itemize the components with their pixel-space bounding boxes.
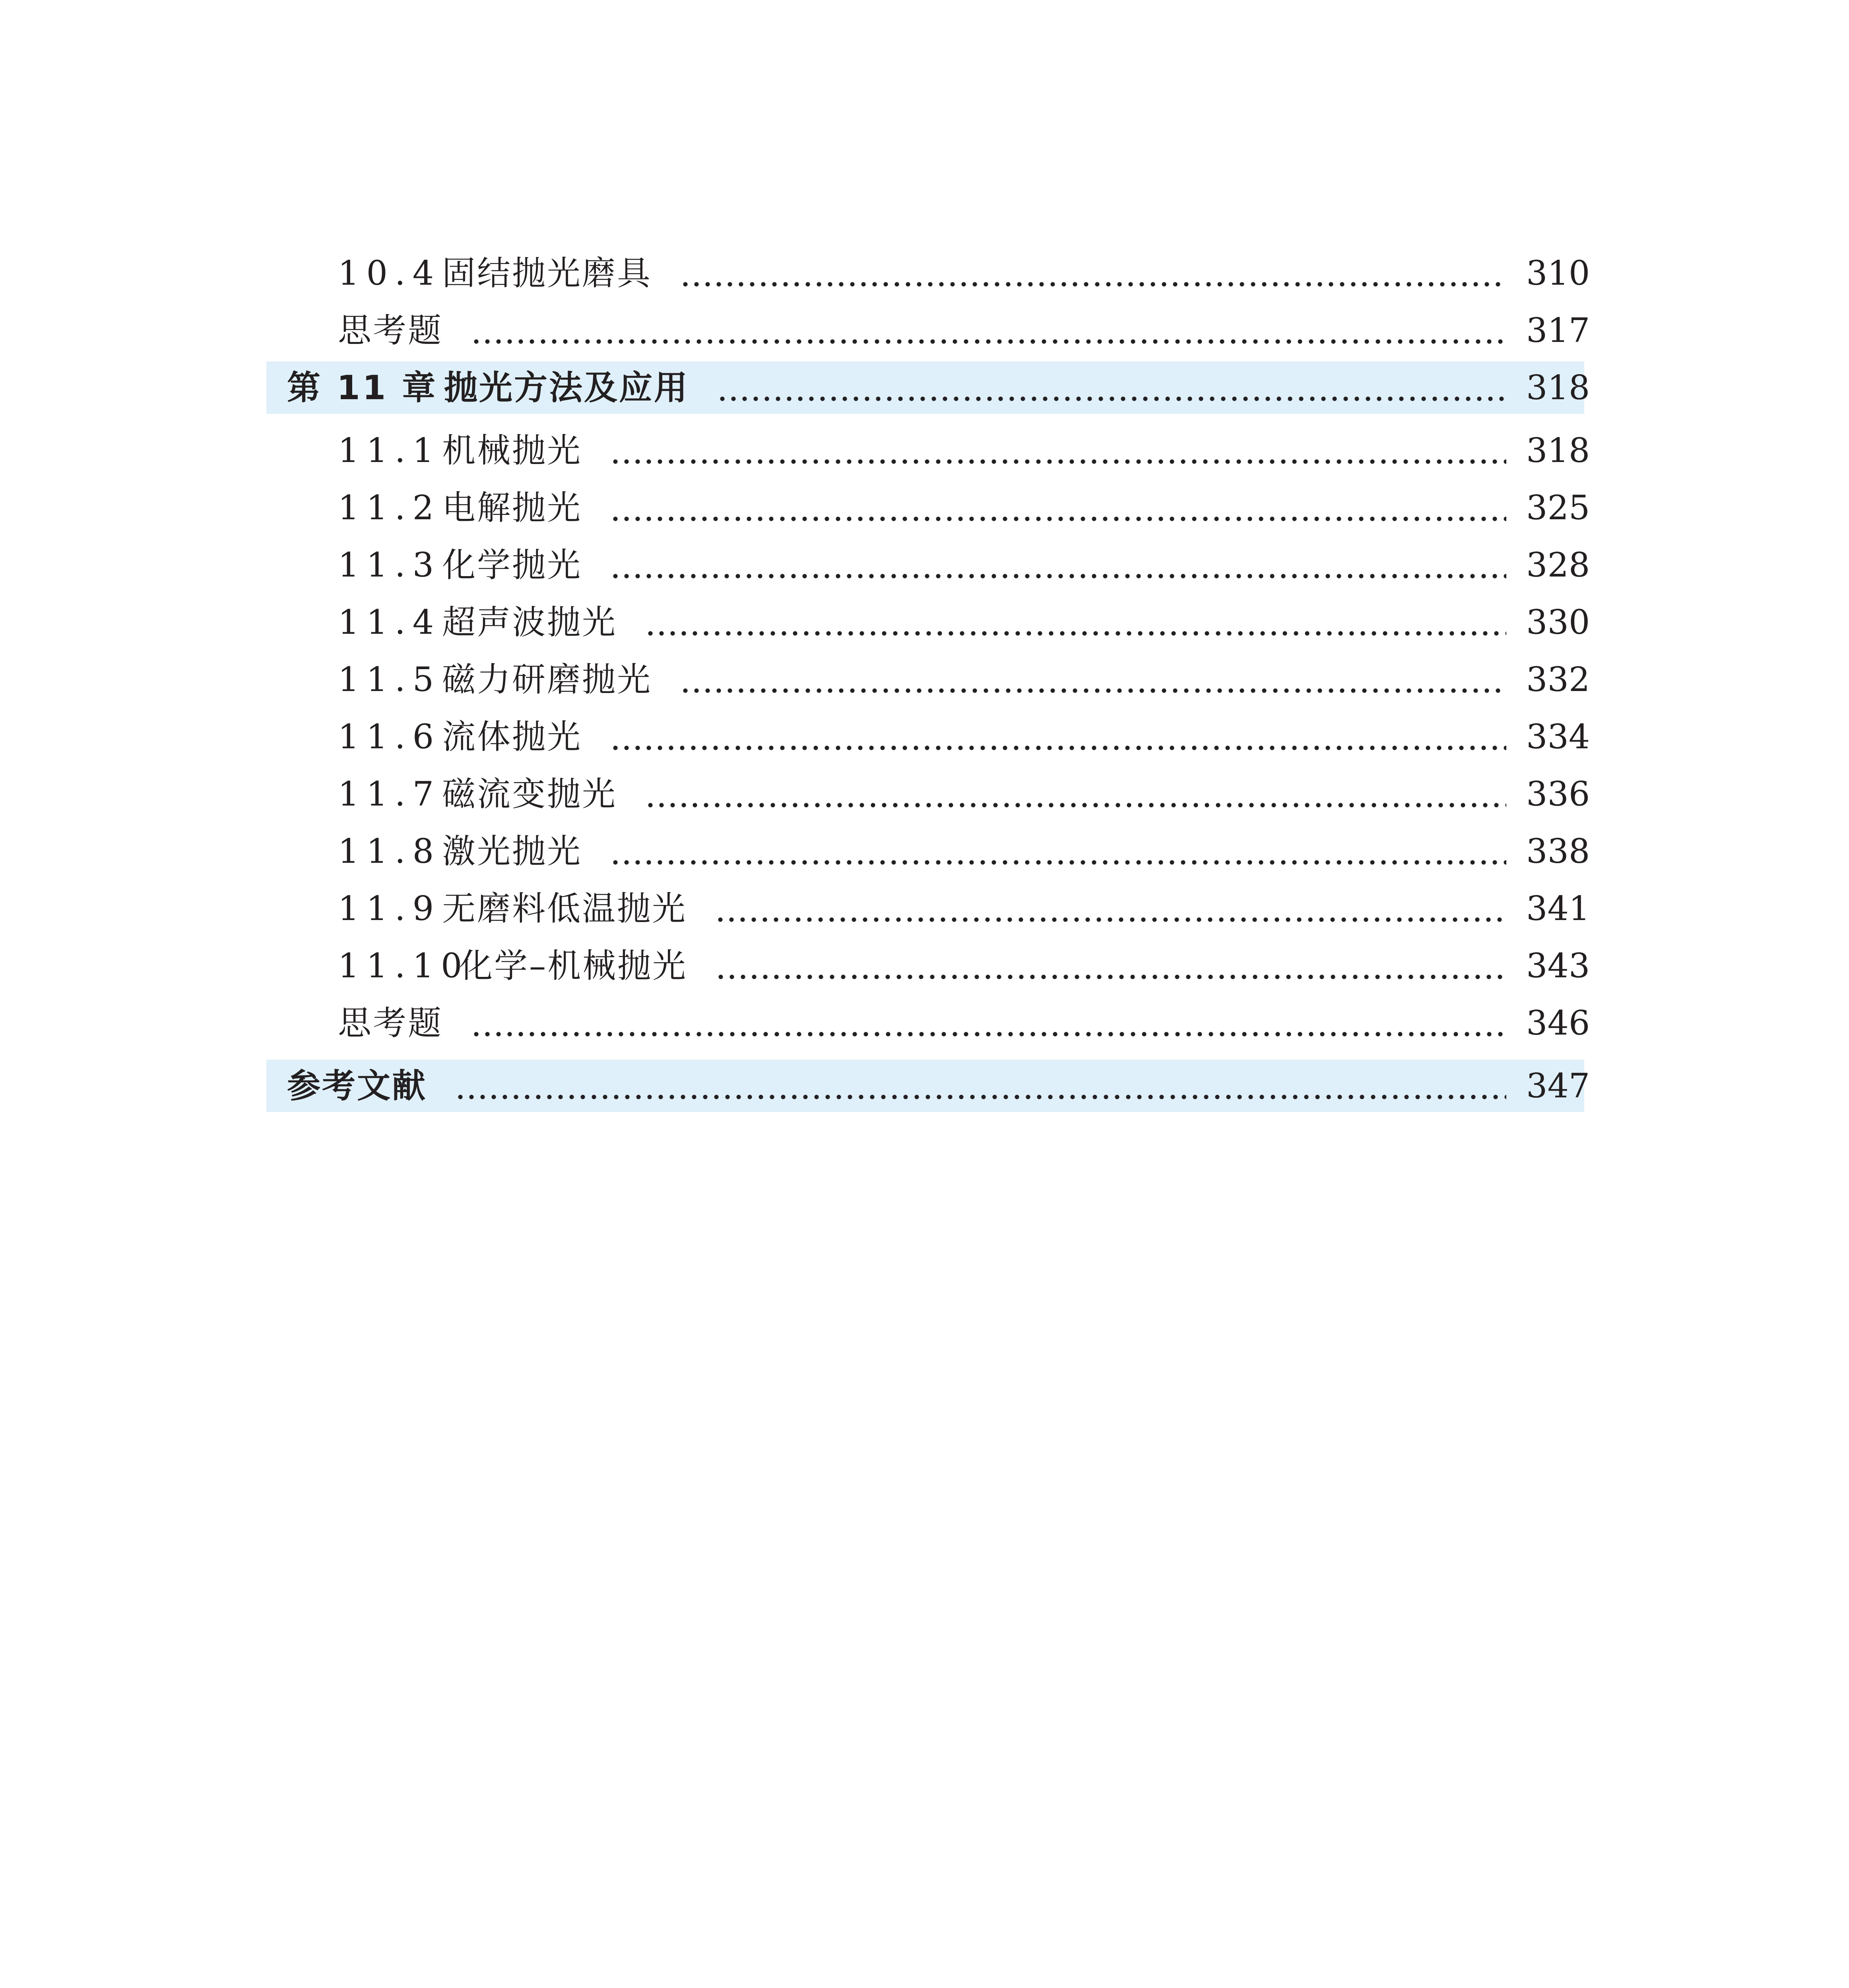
toc-entry-11-8[interactable] [266, 823, 1590, 880]
toc-entry-11-4[interactable] [266, 594, 1590, 651]
dot-leader [717, 371, 1506, 404]
toc-entry-11-6[interactable] [266, 708, 1590, 765]
page-number: 318 [1526, 368, 1590, 407]
section-title: 无磨料低温抛光 [442, 889, 687, 928]
section-number: 11.10 [338, 946, 470, 985]
page-number: 330 [1526, 603, 1590, 642]
chapter-title: 抛光方法及应用 [444, 368, 689, 407]
dot-leader [610, 835, 1506, 868]
dot-leader [610, 434, 1506, 467]
page-number: 317 [1526, 311, 1590, 350]
toc-entry-10-4[interactable] [266, 245, 1590, 302]
toc-entry-11-3[interactable] [266, 536, 1590, 594]
dot-leader [455, 1069, 1506, 1103]
toc-entry-review-questions-10[interactable] [266, 302, 1590, 359]
toc-references[interactable] [266, 1060, 1590, 1112]
dot-leader [680, 663, 1506, 696]
page-number: 347 [1526, 1066, 1590, 1105]
section-title: 固结抛光磨具 [442, 254, 652, 293]
toc-entry-11-2[interactable] [266, 479, 1590, 536]
dot-leader [610, 491, 1506, 524]
section-title: 思考题 [338, 1004, 443, 1043]
page-number: 346 [1526, 1004, 1590, 1043]
toc-entry-11-1[interactable] [266, 422, 1590, 479]
page-number: 310 [1526, 254, 1590, 293]
section-title: 超声波抛光 [442, 603, 617, 642]
section-number: 11.7 [338, 775, 441, 813]
section-title: 磁流变抛光 [442, 775, 617, 813]
section-number: 11.8 [338, 832, 441, 871]
section-number: 11.9 [338, 889, 441, 928]
section-number: 11.1 [338, 431, 441, 470]
page-number: 318 [1526, 431, 1590, 470]
toc-entry-11-9[interactable] [266, 880, 1590, 937]
page-number: 341 [1526, 889, 1590, 928]
toc-entry-11-7[interactable] [266, 765, 1590, 823]
references-title: 参考文献 [287, 1066, 427, 1105]
table-of-contents [266, 245, 1590, 1112]
section-title: 化学抛光 [442, 546, 582, 584]
section-number: 11.4 [338, 603, 441, 642]
page-number: 325 [1526, 488, 1590, 527]
section-title: 电解抛光 [442, 488, 582, 527]
page-number: 334 [1526, 717, 1590, 756]
section-title: 思考题 [338, 311, 443, 350]
chapter-number: 第 11 章 [287, 368, 438, 407]
section-title: 激光抛光 [442, 832, 582, 871]
page-number: 332 [1526, 660, 1590, 699]
dot-leader [645, 606, 1506, 639]
section-number: 11.6 [338, 717, 441, 756]
section-title: 化学–机械抛光 [459, 946, 688, 985]
toc-chapter-11[interactable] [266, 361, 1590, 414]
dot-leader [715, 892, 1506, 925]
dot-leader [680, 256, 1506, 290]
section-title: 流体抛光 [442, 717, 582, 756]
dot-leader [471, 314, 1506, 347]
toc-entry-11-10[interactable] [266, 937, 1590, 994]
section-number: 11.2 [338, 488, 441, 527]
dot-leader [610, 720, 1506, 753]
page-number: 343 [1526, 946, 1590, 985]
toc-entry-review-questions-11[interactable] [266, 994, 1590, 1052]
section-number: 11.5 [338, 660, 441, 699]
dot-leader [715, 949, 1506, 982]
page-number: 328 [1526, 546, 1590, 584]
page-number: 336 [1526, 775, 1590, 813]
section-title: 机械抛光 [442, 431, 582, 470]
toc-entry-11-5[interactable] [266, 651, 1590, 708]
dot-leader [645, 777, 1506, 811]
section-number: 11.3 [338, 546, 441, 584]
dot-leader [471, 1006, 1506, 1040]
section-title: 磁力研磨抛光 [442, 660, 652, 699]
dot-leader [610, 548, 1506, 582]
section-number: 10.4 [338, 254, 441, 293]
page-number: 338 [1526, 832, 1590, 871]
